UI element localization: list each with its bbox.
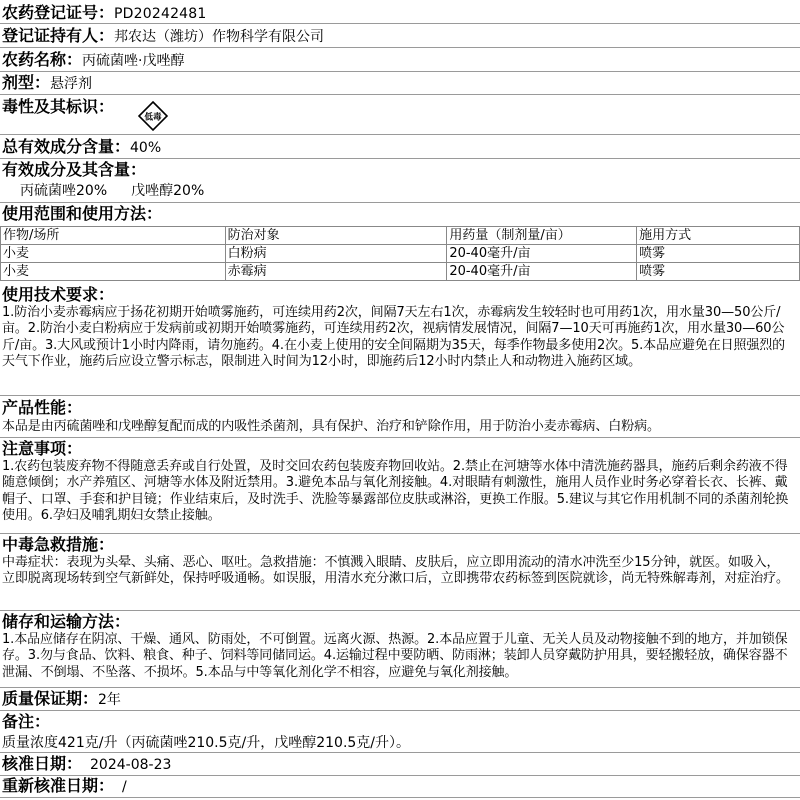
divider: [0, 533, 800, 534]
table-cell: 20-40毫升/亩: [447, 263, 637, 281]
table-header-row: [1, 227, 800, 245]
holder-label: 登记证持有人：: [2, 26, 115, 45]
remarks-text-row: [2, 733, 410, 752]
pesticide-name-value: 丙硫菌唑·戊唑醇: [82, 53, 185, 69]
performance-text: 本品是由丙硫菌唑和戊唑醇复配而成的内吸性杀菌剂，具有保护、治疗和铲除作用，用于防治小麦赤霉病、白粉病。: [2, 419, 660, 434]
storage-label: 储存和运输方法：: [2, 612, 131, 631]
divider: [0, 710, 800, 711]
precautions-text: 1.农药包装废弃物不得随意丢弃或自行处置，及时交回农药包装废弃物回收站。2.禁止在河塘等水体中清洗施药器具，施药后剩余药液不得随意倾倒；水产养殖区、河塘等水体及附近禁用。3.避免本品与氧化剂接触。4.对眼睛有刺激性，施用人员作业时务必穿着长衣、长裤、戴帽子、口罩、手套和护目镜；作业结束后，及时洗手、洗脸等暴露部位皮肤或淋浴，更换工作服。5.建议与其它作用机制不同的杀菌剂轮换使用。6.孕妇及哺乳期妇女禁止接触。: [2, 459, 789, 523]
divider: [0, 134, 800, 135]
table-header: 作物/场所: [1, 227, 226, 245]
technique-label: 使用技术要求：: [2, 285, 115, 304]
registration-value: PD20242481: [114, 6, 207, 22]
formulation-label: 剂型：: [2, 73, 51, 92]
remarks-label: 备注：: [2, 712, 51, 731]
toxicity-row: [2, 98, 114, 116]
divider: [0, 752, 800, 753]
ingredient-item: 丙硫菌唑20%: [20, 183, 108, 199]
divider: [0, 23, 800, 24]
table-header: 防治对象: [225, 227, 447, 245]
badge-text: 低毒: [144, 112, 162, 123]
first-aid-row: [2, 536, 114, 554]
reapproval-date-label: 重新核准日期：: [2, 776, 115, 795]
low-toxicity-badge-icon: [138, 101, 168, 131]
divider: [0, 202, 800, 203]
warranty-value: 2年: [98, 692, 121, 708]
formulation-value: 悬浮剂: [50, 76, 93, 92]
storage-text: 1.本品应储存在阴凉、干燥、通风、防雨处，不可倒置。远离火源、热源。2.本品应置于儿童、无关人员及动物接触不到的地方，并加锁保存。3.勿与食品、饮料、粮食、种子、饲料等同储同运。4.运输过程中要防晒、防雨淋；装卸人员穿戴防护用具，要轻搬轻放，确保容器不泄漏、不倒塌、不坠落、不损坏。5.本品与中等氧化剂化学不相容，应避免与氧化剂接触。: [2, 632, 788, 680]
table-header: 用药量（制剂量/亩）: [447, 227, 637, 245]
first-aid-text: 中毒症状：表现为头晕、头痛、恶心、呕吐。急救措施：不慎溅入眼睛、皮肤后，应立即用流动的清水冲洗至少15分钟，就医。如吸入，立即脱离现场转到空气新鲜处，保持呼吸通畅。如误服，用清水充分漱口后，立即携带农药标签到医院就诊，尚无特殊解毒剂，对症治疗。: [2, 555, 789, 587]
performance-label: 产品性能：: [2, 398, 83, 417]
pesticide-name-label: 农药名称：: [2, 50, 83, 69]
approval-date-row: [2, 755, 171, 774]
table-cell: 喷雾: [637, 263, 800, 281]
holder-value: 邦农达（潍坊）作物科学有限公司: [114, 29, 325, 45]
table-row: [1, 263, 800, 281]
precautions-label: 注意事项：: [2, 439, 83, 458]
formulation-row: [2, 74, 92, 93]
divider: [0, 687, 800, 688]
total-content-row: [2, 138, 161, 157]
table-cell: 20-40毫升/亩: [447, 245, 637, 263]
usage-scope-label: 使用范围和使用方法：: [2, 204, 163, 223]
ingredients-row: [2, 161, 146, 179]
divider: [0, 47, 800, 48]
usage-table: [0, 226, 800, 281]
precautions-row: [2, 440, 82, 458]
divider: [0, 797, 800, 798]
first-aid-label: 中毒急救措施：: [2, 535, 115, 554]
usage-scope-row: [2, 205, 162, 223]
holder-row: [2, 27, 324, 46]
divider: [0, 437, 800, 438]
table-cell: 小麦: [1, 245, 226, 263]
warranty-row: [2, 690, 121, 709]
ingredient-item: 戊唑醇20%: [131, 183, 205, 199]
table-row: [1, 245, 800, 263]
registration-row: [2, 4, 207, 23]
performance-row: [2, 399, 82, 417]
remarks-row: [2, 713, 50, 731]
ingredients-label: 有效成分及其含量：: [2, 160, 147, 179]
divider: [0, 610, 800, 611]
registration-label: 农药登记证号：: [2, 3, 115, 22]
approval-date-value: 2024-08-23: [90, 757, 172, 773]
table-cell: 赤霉病: [225, 263, 447, 281]
table-cell: 白粉病: [225, 245, 447, 263]
divider: [0, 775, 800, 776]
ingredients-values: [20, 181, 204, 200]
divider: [0, 71, 800, 72]
warranty-label: 质量保证期：: [2, 689, 99, 708]
divider: [0, 94, 800, 95]
total-content-value: 40%: [130, 140, 162, 156]
divider: [0, 395, 800, 396]
pesticide-name-row: [2, 51, 184, 70]
technique-row: [2, 286, 114, 304]
table-cell: 小麦: [1, 263, 226, 281]
table-cell: 喷雾: [637, 245, 800, 263]
technique-text: 1.防治小麦赤霉病应于扬花初期开始喷雾施药，可连续用药2次，间隔7天左右1次，赤霉病发生较轻时也可用药1次，用水量30—50公斤/亩。2.防治小麦白粉病应于发病前或初期开始喷雾施药，可连续用药2次，视病情发展情况，间隔7—10天可再施药1次，用水量30—60公斤/亩。3.大风或预计1小时内降雨，请勿施药。4.在小麦上使用的安全间隔期为35天，每季作物最多使用2次。5.本品应避免在日照强烈的天气下作业，施药后应设立警示标志，限制进入时间为12小时，即施药后12小时内禁止人和动物进入施药区域。: [2, 305, 786, 369]
reapproval-date-row: [2, 777, 127, 796]
approval-date-label: 核准日期：: [2, 754, 83, 773]
reapproval-date-value: /: [122, 779, 127, 795]
table-header: 施用方式: [637, 227, 800, 245]
total-content-label: 总有效成分含量：: [2, 137, 131, 156]
divider: [0, 158, 800, 159]
remarks-text: 质量浓度421克/升（丙硫菌唑210.5克/升，戊唑醇210.5克/升）。: [2, 735, 411, 751]
toxicity-label: 毒性及其标识：: [2, 97, 115, 116]
storage-row: [2, 613, 130, 631]
